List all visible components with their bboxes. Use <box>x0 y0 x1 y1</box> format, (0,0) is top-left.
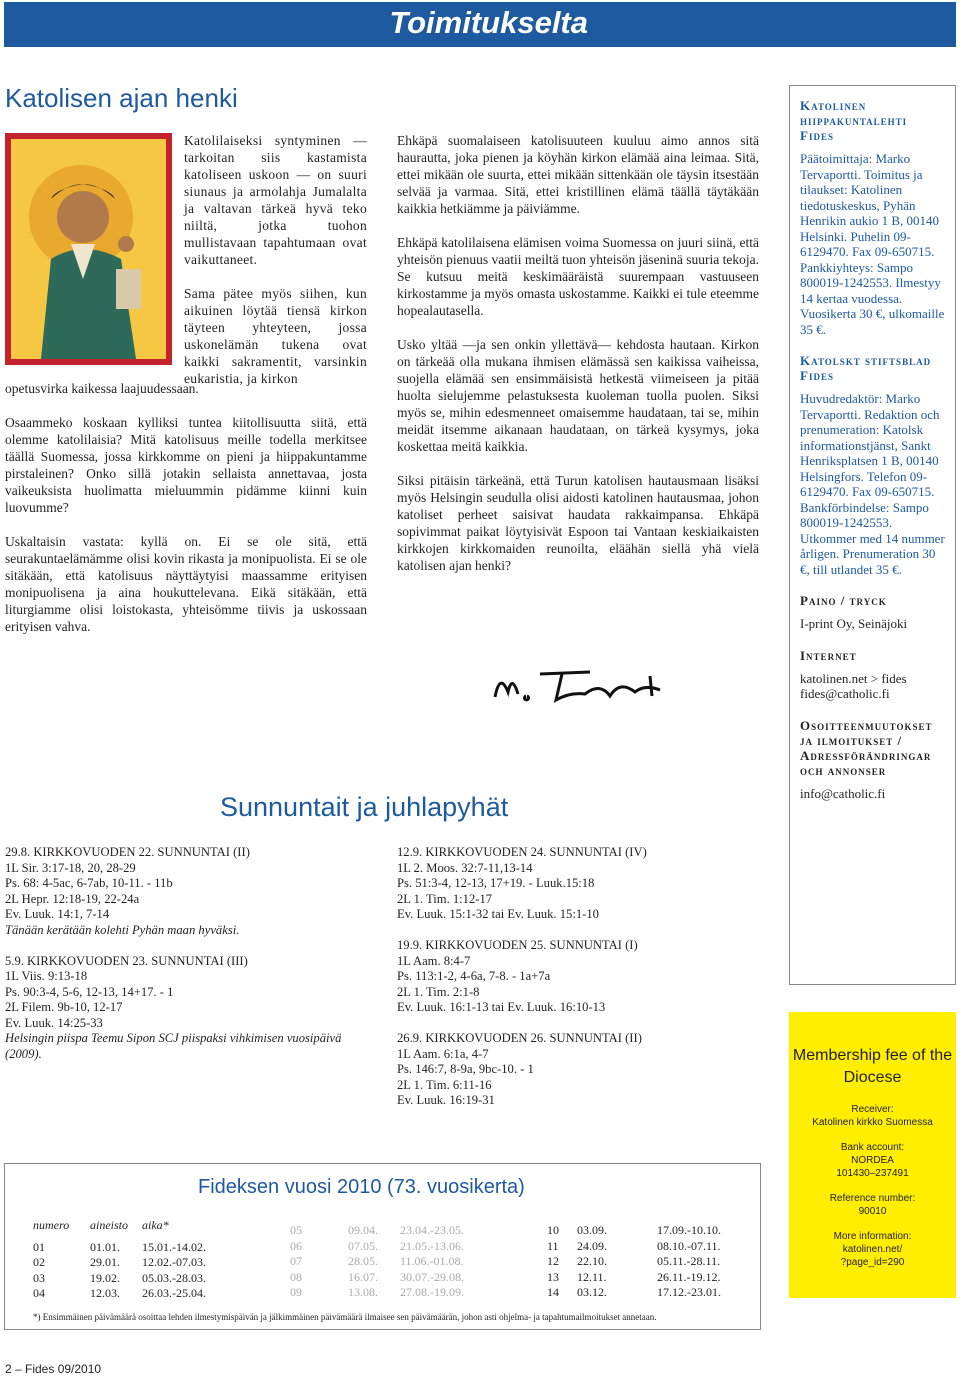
cell: 03.12. <box>577 1285 607 1299</box>
schedule-footnote: *) Ensimmäinen päivämäärä osoittaa lehden ilmestymispäivän ja jälkimmäinen päivämäärä ilmaisee sen päivämäärän, johon asti ohjelma- ja tapahtumailmoitukset annetaan. <box>33 1312 657 1322</box>
cell: 19.02. <box>90 1270 120 1285</box>
cell: 03.09. <box>577 1223 607 1237</box>
colophon-heading: Internet <box>800 647 857 663</box>
cell: 12.11. <box>577 1269 607 1284</box>
paragraph: Uskaltaisin vastata: kyllä on. Ei se ole sitä, että seurakuntaelämämme olisi kovin rikasta ja monipuolista. Ei se ole sitäkään, että katolisuus näyttäytyisi maassamme erityisen monipuolisena ja aina houkuttelevana. Eikä sitäkään, että liturgiamme olisi loistokasta, yhteisömme tiivis ja uskossaan erityisen vahva. <box>5 534 367 634</box>
reading-line: 2L 1. Tim. 1:12-17 <box>397 891 493 906</box>
cell: 21.05.-13.06. <box>400 1238 464 1253</box>
membership-receiver <box>789 1103 956 1129</box>
colophon-text: Huvudredaktör: Marko Tervaportti. Redaktion och prenumeration: Katolsk informationstjänst, Sankt Henriksplatsen 1 B, 00140 Helsingfors. Telefon 09-6129470. Fax 09-650715. Bankförbindelse: Sampo 800019-1242553. Utkommer med 14 nummer årligen. Prenumeration 30 €, till utlandet 35 €. <box>800 391 945 577</box>
account-label: Bank account: <box>840 1142 905 1153</box>
reading-day <box>5 845 360 938</box>
table-row <box>290 1223 468 1239</box>
membership-fee-box <box>789 1012 956 1298</box>
sidebar-colophon <box>789 85 956 985</box>
table-row <box>33 1271 210 1287</box>
table-row <box>33 1255 210 1271</box>
reading-line: 1L Sir. 3:17-18, 20, 28-29 <box>5 860 136 875</box>
table-row <box>547 1285 725 1301</box>
cell: 05 <box>290 1223 302 1237</box>
saint-icon-image <box>5 133 172 365</box>
paragraph: Osaammeko koskaan kylliksi tuntea kiitollisuutta siitä, että olemme katolilaisia? Mitä katolisuus meille todella merkitsee täällä Suomessa, jossa kirkkomme on pieni ja hiippakuntamme pirstaleinen? Onko sillä jotakin sellaista annettavaa, josta vaikeuksista huolimatta mieluummin pidämme kiinni kuin luovumme? <box>5 415 367 515</box>
schedule-title: Fideksen vuosi 2010 (73. vuosikerta) <box>198 1176 525 1198</box>
cell: 14 <box>547 1285 559 1299</box>
article-middle-column <box>397 132 759 591</box>
reading-note: Helsingin piispa Teemu Sipon SCJ piispaksi vihkimisen vuosipäivä (2009). <box>5 1031 342 1061</box>
reading-line: Ps. 68: 4-5ac, 6-7ab, 10-11. - 11b <box>5 876 173 890</box>
table-row <box>33 1286 210 1302</box>
reading-line: 2L 1. Tim. 2:1-8 <box>397 984 480 999</box>
more-info-link[interactable]: ?page_id=290 <box>840 1257 905 1268</box>
paragraph: opetusvirka kaikessa laajuudessaan. <box>5 381 199 396</box>
table-header <box>33 1218 210 1234</box>
cell: 17.09.-10.10. <box>657 1223 721 1237</box>
reference-number: 90010 <box>858 1206 887 1217</box>
cell: 09 <box>290 1285 302 1299</box>
cell: 09.04. <box>348 1223 378 1237</box>
table-row <box>290 1285 468 1301</box>
table-row <box>290 1254 468 1270</box>
cell: 15.01.-14.02. <box>142 1239 206 1254</box>
reading-line: 1L 2. Moos. 32:7-11,13-14 <box>397 860 533 875</box>
header-cell: numero <box>33 1218 70 1232</box>
cell: 06 <box>290 1238 302 1253</box>
reading-line: 1L Aam. 6:1a, 4-7 <box>397 1046 489 1061</box>
website-link[interactable]: katolinen.net > fides <box>800 670 907 686</box>
reading-day <box>397 845 752 923</box>
colophon-heading: Paino / tryck <box>800 593 887 608</box>
paragraph: Ehkäpä suomalaiseen katolisuuteen kuuluu aimo annos sitä haurautta, joka pienen ja köyhän kirkon elämää aina leimaa. Sitä, ettei mikään ole suurta, ettei mikään sittenkään ole täysin itsestään selvää ja varmaa. Sitä, ettei kristillinen elämä täällä täytäkään kaikkia hetkiämme ja päiviämme. <box>397 133 759 216</box>
reading-line: 2L 1. Tim. 6:11-16 <box>397 1077 492 1092</box>
email-link[interactable]: info@catholic.fi <box>800 785 886 801</box>
day-heading: 12.9. KIRKKOVUODEN 24. SUNNUNTAI (IV) <box>397 845 647 859</box>
colophon-heading: Katolskt stiftsblad Fides <box>800 353 932 383</box>
reading-line: Ev. Luuk. 14:25-33 <box>5 1015 103 1030</box>
cell: 12 <box>547 1254 559 1268</box>
table-row <box>33 1240 210 1256</box>
reading-line: Ps. 90:3-4, 5-6, 12-13, 14+17. - 1 <box>5 984 174 999</box>
cell: 24.09. <box>577 1238 607 1253</box>
day-heading: 19.9. KIRKKOVUODEN 25. SUNNUNTAI (I) <box>397 938 638 952</box>
cell: 17.12.-23.01. <box>657 1285 721 1299</box>
reading-day <box>397 938 752 1016</box>
paragraph: Usko yltää —ja sen onkin yllettävä— kehdosta hautaan. Kirkon on tärkeää olla mukana ihmisen elämässä sen kaikissa vaiheissa, suojella elämää sen ensimmäisistä hetkestä viimeiseen ja pitää huolta sielujemme pelastuksesta kuoleman tuolla puolen. Siksi myös se, mihin edesmenneet omaisemme haudataan, tai se, mihin meidät itsemme aikanaan haudataan, on tärkeä kysymys, joka koskettaa meitä kaikkia. <box>397 337 759 454</box>
readings-left <box>5 845 360 1078</box>
signature <box>490 662 680 712</box>
reading-line: 2L Filem. 9b-10, 12-17 <box>5 1000 123 1014</box>
cell: 05.11.-28.11. <box>657 1254 721 1268</box>
schedule-table-3 <box>547 1223 725 1301</box>
account-number: 101430–237491 <box>836 1168 909 1179</box>
reading-day <box>397 1031 752 1109</box>
cell: 30.07.-29.08. <box>400 1269 464 1284</box>
reading-line: Ps. 51:3-4, 12-13, 17+19. - Luuk.15:18 <box>397 876 595 890</box>
paragraph: Katolilaiseksi syntyminen — tarkoitan siis kastamista katoliseen uskoon — on suuri siunaus ja armolahja Jumalalta ja valtavan tärkeä hyvä teko niiltä, jotka tuohon mullistavaan tapahtumaan ovat vaikuttaneet. <box>184 133 367 267</box>
readings-right <box>397 845 752 1124</box>
cell: 01 <box>33 1239 45 1254</box>
cell: 16.07. <box>348 1269 378 1284</box>
colophon-text: Päätoimittaja: Marko Tervaportti. Toimitus ja tilaukset: Katolinen tiedotuskeskus, Pyhän Henrikin aukio 1 B, 00140 Helsinki. Puhelin 09-6129470. Fax 09-650715. Pankkiyhteys: Sampo 800019-1242553. Ilmestyy 14 kertaa vuodessa. Vuosikerta 30 €, ulkomaille 35 €. <box>800 151 945 337</box>
bank-name: NORDEA <box>851 1155 894 1166</box>
email-link[interactable]: fides@catholic.fi <box>800 686 890 701</box>
table-row <box>290 1239 468 1255</box>
reading-note: Tänään kerätään kolehti Pyhän maan hyväksi. <box>5 922 240 937</box>
colophon-heading: Osoitteenmuutokset ja ilmoitukset / Adressförändringar och annonser <box>800 717 933 778</box>
cell: 10 <box>547 1223 559 1237</box>
reading-line: Ps. 146:7, 8-9a, 9bc-10. - 1 <box>397 1062 534 1076</box>
section-title: Sunnuntait ja juhlapyhät <box>220 792 509 822</box>
cell: 26.11.-19.12. <box>657 1269 721 1284</box>
reading-line: Ps. 113:1-2, 4-6a, 7-8. - 1a+7a <box>397 969 551 983</box>
cell: 12.03. <box>90 1286 120 1300</box>
colophon-text: I-print Oy, Seinäjoki <box>800 616 908 631</box>
article-intro <box>184 132 367 387</box>
colophon-heading: Katolinen hiippakuntalehti Fides <box>800 98 908 143</box>
table-row <box>547 1239 725 1255</box>
cell: 27.08.-19.09. <box>400 1285 464 1299</box>
cell: 08.10.-07.11. <box>657 1238 721 1253</box>
cell: 03 <box>33 1270 45 1285</box>
paragraph: Ehkäpä katolilaisena elämisen voima Suomessa on juuri siinä, että yhteisön pienuus vaatii meiltä tuon yhteisön jäseninä suuria tekoja. Se kutsuu meitä keskimääräistä suurempaan vastuuseen kirkostamme ja myös omasta uskostamme. Kaikki ei tule eteemme hopealautasella. <box>397 235 759 318</box>
cell: 02 <box>33 1255 45 1269</box>
reading-line: Ev. Luuk. 16:19-31 <box>397 1093 495 1107</box>
cell: 08 <box>290 1269 302 1284</box>
cell: 04 <box>33 1286 45 1300</box>
cell: 22.10. <box>577 1254 607 1268</box>
cell: 29.01. <box>90 1255 120 1269</box>
table-row <box>290 1270 468 1286</box>
reading-day <box>5 954 360 1063</box>
cell: 07.05. <box>348 1238 378 1253</box>
paragraph: Siksi pitäisin tärkeänä, että Turun katolisen hautausmaan lisäksi myös Helsingin seudulla olisi aidosti katolinen hautausmaa, johon katoliset perheet saisivat haudata rakkaimpansa. Ehkäpä sopivimmat paikat löytyisivät Espoon tai Vantaan keskiaikaisten kirkkojen kirkkomaiden reunoilta, eläähän siellä yhä vielä katolisen ajan henki? <box>397 473 759 573</box>
page-number: 2 – Fides 09/2010 <box>5 1362 102 1376</box>
membership-account <box>789 1141 956 1180</box>
reading-line: 2L Hepr. 12:18-19, 22-24a <box>5 891 140 906</box>
cell: 28.05. <box>348 1254 378 1268</box>
cell: 01.01. <box>90 1239 120 1254</box>
header-cell: aineisto <box>90 1218 128 1232</box>
cell: 11.06.-01.08. <box>400 1254 464 1268</box>
schedule-table-2 <box>290 1223 468 1301</box>
reading-line: Ev. Luuk. 16:1-13 tai Ev. Luuk. 16:10-13 <box>397 1000 606 1014</box>
cell: 13.08. <box>348 1285 378 1299</box>
reading-line: 1L Viis. 9:13-18 <box>5 969 88 983</box>
article-title: Katolisen ajan henki <box>5 83 238 113</box>
membership-reference <box>789 1192 956 1218</box>
article-left-column <box>5 380 367 652</box>
table-row <box>547 1254 725 1270</box>
table-row <box>547 1270 725 1286</box>
schedule-table-1 <box>33 1218 210 1302</box>
day-heading: 5.9. KIRKKOVUODEN 23. SUNNUNTAI (III) <box>5 953 248 968</box>
day-heading: 26.9. KIRKKOVUODEN 26. SUNNUNTAI (II) <box>397 1031 642 1045</box>
header-cell: aika* <box>142 1218 169 1232</box>
reference-label: Reference number: <box>829 1193 916 1204</box>
receiver-name: Katolinen kirkko Suomessa <box>812 1117 933 1128</box>
cell: 11 <box>547 1238 559 1253</box>
receiver-label: Receiver: <box>851 1104 894 1115</box>
day-heading: 29.8. KIRKKOVUODEN 22. SUNNUNTAI (II) <box>5 845 250 859</box>
membership-more-info <box>789 1230 956 1269</box>
reading-line: 1L Aam. 8:4-7 <box>397 953 471 968</box>
cell: 26.03.-25.04. <box>142 1286 206 1300</box>
membership-title: Membership fee of the Diocese <box>792 1047 953 1086</box>
cell: 05.03.-28.03. <box>142 1270 206 1285</box>
paragraph: Sama pätee myös siihen, kun aikuinen löytää tiensä kirkon täyteen yhteyteen, jossa uskonelämän tukena ovat kaikki sakramentit, varsinkin eukaristia, ja kirkon <box>184 286 367 386</box>
cell: 23.04.-23.05. <box>400 1223 464 1237</box>
more-info-link[interactable]: katolinen.net/ <box>842 1244 903 1255</box>
reading-line: Ev. Luuk. 15:1-32 tai Ev. Luuk. 15:1-10 <box>397 907 599 921</box>
table-row <box>547 1223 725 1239</box>
cell: 07 <box>290 1254 302 1268</box>
reading-line: Ev. Luuk. 14:1, 7-14 <box>5 907 110 921</box>
cell: 13 <box>547 1269 559 1284</box>
cell: 12.02.-07.03. <box>142 1255 206 1269</box>
page-title: Toimitukselta <box>389 5 588 40</box>
more-info-label: More information: <box>833 1231 912 1242</box>
